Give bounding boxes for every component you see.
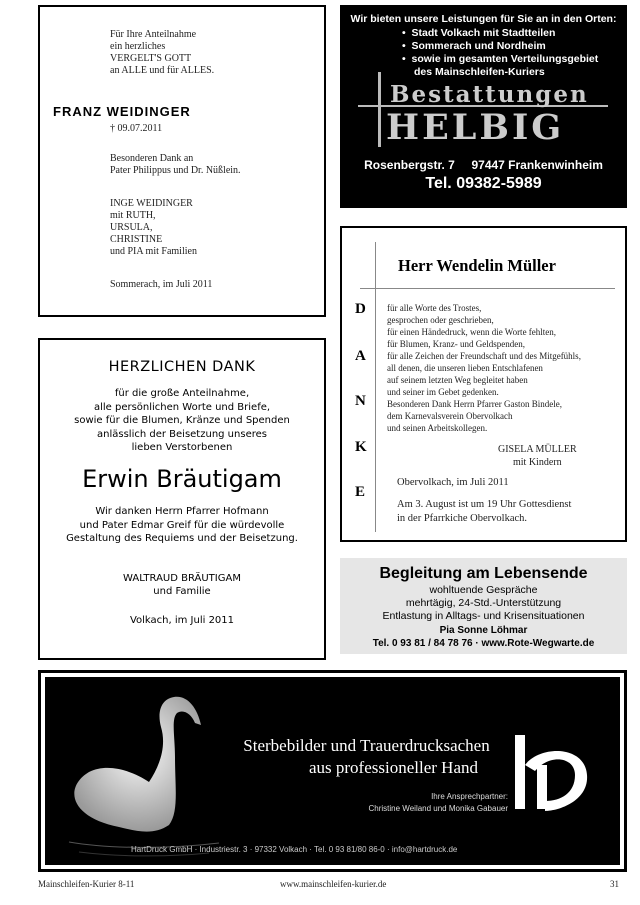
begleitung-line: mehrtägig, 24-Std.-Unterstützung [405,597,562,609]
body-line: lieben Verstorbenen [131,442,233,454]
text-line: für Blumen, Kranz- und Geldspenden, [387,339,525,349]
ad-hartdruck [38,670,627,872]
intro-line: an ALLE und für ALLES. [110,65,215,76]
family-line: WALTRAUD BRÄUTIGAM [123,572,241,584]
helbig-bullet-cont: des Mainschleifen-Kuriers [414,66,545,78]
helbig-intro: Wir bieten unsere Leistungen für Sie an in den Orten: [350,13,617,25]
hartdruck-panel [45,677,620,865]
swan-icon [49,677,229,865]
intro-line: VERGELT'S GOTT [110,53,192,64]
family-line: mit RUTH, [110,210,156,221]
obituary-braeutigam [38,338,326,660]
helbig-bullet: • sowie im gesamten Verteilungsgebiet [402,53,599,65]
cross-logo-icon [378,72,381,147]
family-line: und PIA mit Familien [110,246,197,257]
page-number: 31 [610,879,619,889]
text-line: auf seinem letzten Weg begleitet haben [387,375,528,385]
brand-top: Bestattungen [390,81,589,108]
hartdruck-address: HartDruck GmbH · Industriestr. 3 · 97332 Volkach · Tel. 0 93 81/80 86-0 · info@hartdruck.de [131,845,458,854]
service-line: in der Pfarrkiche Obervolkach. [397,513,528,524]
family-line: und Familie [153,586,211,598]
text-line: und seiner im Gebet gedenken. [387,387,499,397]
cross-horizontal-line [360,288,615,289]
helbig-bullet: • Sommerach und Nordheim [402,40,546,52]
death-date: † 09.07.2011 [110,123,163,134]
deceased-name: Erwin Bräutigam [82,464,282,493]
body-line: für die große Anteilnahme, [114,388,250,399]
thanks-line: Besonderen Dank an [110,153,194,164]
text-line: Besonderen Dank Herrn Pfarrer Gaston Bindele, [387,399,562,409]
dank-title: HERZLICHEN DANK [108,359,256,375]
hd-logo-icon [515,735,591,815]
danke-letter: K [355,439,367,455]
contact-label: Ihre Ansprechpartner: [431,792,508,801]
deceased-name: FRANZ WEIDINGER [53,104,191,119]
intro-line: ein herzliches [110,41,166,52]
thanks-line: Gestaltung des Requiems und der Beisetzung. [66,533,298,545]
text-line: für alle Zeichen der Freundschaft und des Mitgefühls, [387,351,581,361]
text-line: gesprochen oder geschrieben, [387,315,494,325]
begleitung-line: Entlastung in Alltags- und Krisensituationen [382,610,585,622]
body-line: alle persönlichen Worte und Briefe, [93,401,271,413]
begleitung-phone-web: Tel. 0 93 81 / 84 78 76 · www.Rote-Wegwarte.de [372,638,595,649]
brand-main: HELBIG [386,107,565,148]
footer-url: www.mainschleifen-kurier.de [280,879,387,889]
family-line: URSULA, [110,222,153,233]
headline-line: Sterbebilder und Trauerdrucksachen [243,736,490,755]
text-line: all denen, die unseren lieben Entschlafenen [387,363,543,373]
body-line: sowie für die Blumen, Kränze und Spenden [74,415,290,427]
headline-line: aus professioneller Hand [308,758,478,777]
helbig-bullet: • Stadt Volkach mit Stadtteilen [402,27,556,39]
helbig-address: Rosenbergstr. 7 97447 Frankenwinheim [364,158,603,172]
cross-vertical-line [375,242,376,532]
place-date: Obervolkach, im Juli 2011 [397,477,509,488]
begleitung-line: wohltuende Gespräche [429,584,538,596]
service-line: Am 3. August ist um 19 Uhr Gottesdienst [397,499,572,510]
text-line: und seinen Arbeitskollegen. [387,423,488,433]
family-line: INGE WEIDINGER [110,198,193,209]
text-line: für einen Händedruck, wenn die Worte fehlten, [387,327,557,337]
deceased-name: Herr Wendelin Müller [398,256,556,275]
obituary-weidinger [38,5,326,317]
place-date: Volkach, im Juli 2011 [129,614,235,626]
place-date: Sommerach, im Juli 2011 [110,279,213,290]
thanks-line: Wir danken Herrn Pfarrer Hofmann [95,505,269,517]
ad-helbig [340,5,627,208]
ad-begleitung [340,558,627,654]
signer-line: mit Kindern [513,457,562,468]
footer-publication: Mainschleifen-Kurier 8-11 [38,879,135,889]
signer-line: GISELA MÜLLER [498,444,577,455]
begleitung-contact: Pia Sonne Löhmar [439,625,528,636]
intro-line: Für Ihre Anteilnahme [110,29,197,40]
text-line: für alle Worte des Trostes, [387,303,482,313]
begleitung-title: Begleitung am Lebensende [379,565,588,582]
text-line: dem Karnevalsverein Obervolkach [387,411,513,421]
family-line: CHRISTINE [110,234,163,245]
danke-letter: A [355,348,366,364]
contact-names: Christine Weiland und Monika Gabauer [368,804,508,813]
thanks-line: Pater Philippus und Dr. Nüßlein. [110,165,241,176]
danke-letter: D [355,301,366,317]
body-line: anlässlich der Beisetzung unseres [97,428,267,440]
thanks-line: und Pater Edmar Greif für die würdevolle [79,519,285,531]
danke-letter: N [355,393,366,409]
danke-letter: E [355,484,366,500]
helbig-phone: Tel. 09382-5989 [425,175,542,192]
obituary-mueller [340,226,627,542]
